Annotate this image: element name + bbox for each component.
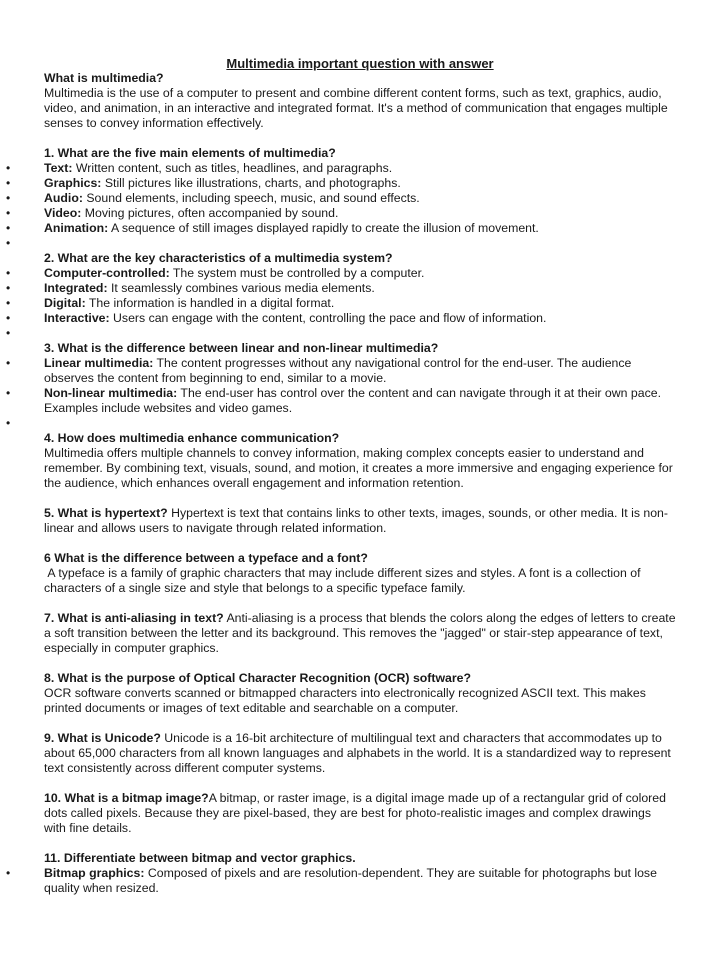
list-item-desc: Moving pictures, often accompanied by sound. [81,206,339,220]
section-question-8 [44,671,676,716]
intro-heading: What is multimedia? [44,71,164,85]
list-item-term: Audio: [44,191,83,205]
list-item-desc: The system must be controlled by a computer. [169,266,425,280]
question-11-heading: 11. Differentiate between bitmap and vector graphics. [44,851,356,865]
question-5-heading: 5. What is hypertext? [44,506,168,520]
question-9-heading: 9. What is Unicode? [44,731,161,745]
question-2-heading: 2. What are the key characteristics of a multimedia system? [44,251,393,265]
section-question-9 [44,731,676,776]
list-item [44,311,676,326]
list-item-term: Linear multimedia: [44,356,154,370]
question-10-paragraph [44,791,676,836]
list-item-term: Video: [44,206,82,220]
list-item [44,296,676,311]
list-item-term: Integrated: [44,281,108,295]
list-item-desc: A sequence of still images displayed rapidly to create the illusion of movement. [108,221,539,235]
list-item-term: Animation: [44,221,109,235]
empty-list-item [44,416,676,431]
list-item-desc: Composed of pixels and are resolution-dependent. They are suitable for photographs but lose quality when resized. [44,866,657,895]
question-9-answer: Unicode is a 16-bit architecture of multilingual text and characters that accommodates up to about 65,000 characters from all known languages and alphabets in the world. It is a standardized way to represent text consistently across different computer systems. [44,731,671,775]
question-6-answer: A typeface is a family of graphic characters that may include different sizes and styles. A font is a collection of characters of a single size and style that belongs to a specific typeface family. [44,566,644,595]
question-7-paragraph [44,611,676,656]
section-question-2 [44,251,676,341]
question-1-heading: 1. What are the five main elements of multimedia? [44,146,336,160]
list-item-desc: The information is handled in a digital format. [85,296,335,310]
list-item-desc: Sound elements, including speech, music, and sound effects. [82,191,420,205]
document-body [44,71,676,896]
page-title: Multimedia important question with answer [226,56,494,71]
question-6-heading: 6 What is the difference between a typeface and a font? [44,551,368,565]
list-item-desc: It seamlessly combines various media elements. [107,281,375,295]
question-1-list [44,161,676,251]
question-4-heading: 4. How does multimedia enhance communication? [44,431,340,445]
list-item-term: Non-linear multimedia: [44,386,178,400]
list-item-term: Interactive: [44,311,110,325]
list-item-desc: The content progresses without any navigational control for the end-user. The audience observes the content from beginning to end, similar to a movie. [44,356,632,385]
intro-paragraph: Multimedia is the use of a computer to present and combine different content forms, such as text, graphics, audio, video, and animation, in an interactive and integrated format. It's a method of communication that engages multiple senses to convey information effectively. [44,86,668,130]
question-11-list [44,866,676,896]
list-item-desc: Still pictures like illustrations, charts, and photographs. [101,176,401,190]
list-item-term: Graphics: [44,176,102,190]
list-item-term: Text: [44,161,73,175]
list-item-desc: Users can engage with the content, controlling the pace and flow of information. [109,311,547,325]
question-2-list [44,266,676,341]
list-item [44,221,676,236]
section-what-is-multimedia [44,71,676,131]
list-item-desc: Written content, such as titles, headlines, and paragraphs. [72,161,393,175]
list-item [44,356,676,386]
section-question-5 [44,506,676,536]
question-5-answer: Hypertext is text that contains links to other texts, images, sounds, or other media. It is non-linear and allows users to navigate through related information. [44,506,668,535]
question-7-answer: Anti-aliasing is a process that blends the colors along the edges of letters to create a soft transition between the letter and its background. This removes the "jagged" or stair-step appearance of text, especially in computer graphics. [44,611,676,655]
question-10-answer: A bitmap, or raster image, is a digital image made up of a rectangular grid of colored dots called pixels. Because they are pixel-based, they are best for photo-realistic images and complex drawings with fine details. [44,791,666,835]
question-8-heading: 8. What is the purpose of Optical Character Recognition (OCR) software? [44,671,472,685]
question-5-paragraph [44,506,676,536]
list-item [44,206,676,221]
section-question-3 [44,341,676,431]
section-question-4 [44,431,676,491]
question-4-answer: Multimedia offers multiple channels to convey information, making complex concepts easier to understand and remember. By combining text, visuals, sound, and motion, it creates a more immersive and engaging experience for the audience, which enhances overall engagement and information retention. [44,446,673,490]
list-item-desc: The end-user has control over the content and can navigate through it at their own pace. Examples include websites and video games. [44,386,661,415]
section-question-11 [44,851,676,896]
list-item [44,386,676,416]
question-9-paragraph [44,731,676,776]
list-item-term: Bitmap graphics: [44,866,145,880]
list-item [44,281,676,296]
list-item [44,161,676,176]
list-item-term: Digital: [44,296,86,310]
section-question-6 [44,551,676,596]
list-item [44,176,676,191]
section-question-10 [44,791,676,836]
list-item-term: Computer-controlled: [44,266,170,280]
list-item [44,266,676,281]
section-question-7 [44,611,676,656]
question-3-list [44,356,676,431]
question-3-heading: 3. What is the difference between linear and non-linear multimedia? [44,341,439,355]
list-item [44,191,676,206]
section-question-1 [44,146,676,251]
question-7-heading: 7. What is anti-aliasing in text? [44,611,224,625]
empty-list-item [44,236,676,251]
question-8-answer: OCR software converts scanned or bitmapped characters into electronically recognized ASCII text. This makes printed documents or images of text editable and searchable on a computer. [44,686,646,715]
empty-list-item [44,326,676,341]
list-item [44,866,676,896]
question-10-heading: 10. What is a bitmap image? [44,791,209,805]
